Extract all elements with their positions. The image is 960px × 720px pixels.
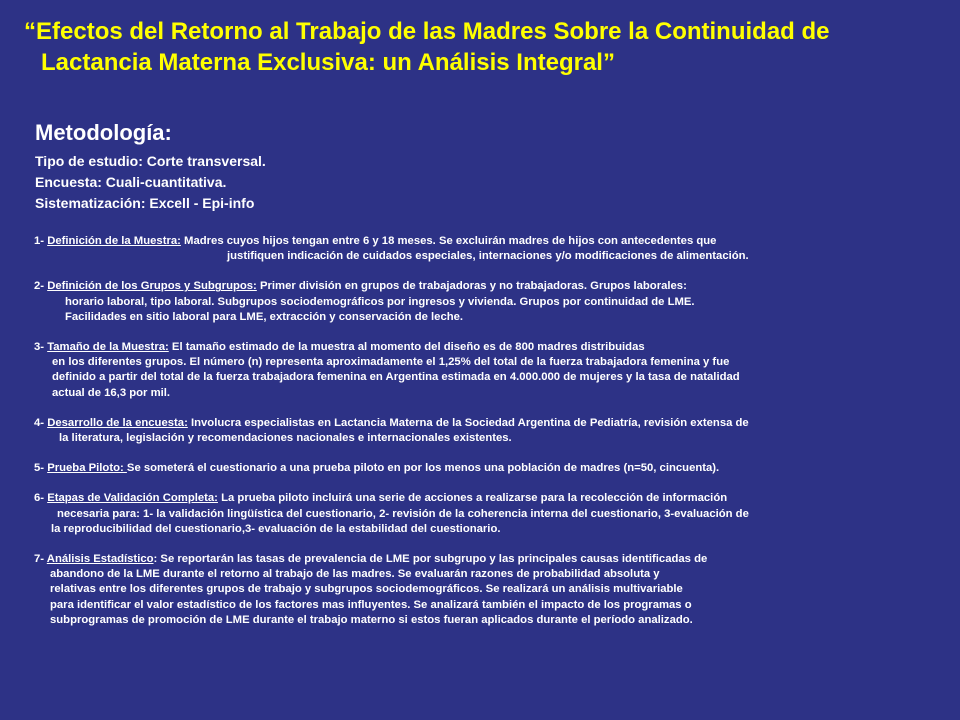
section-heading: Metodología: <box>35 120 172 145</box>
item-label: Tamaño de la Muestra: <box>47 341 169 354</box>
title-line-2: Lactancia Materna Exclusiva: un Análisis Integral” <box>41 49 615 76</box>
item-line: horario laboral, tipo laboral. Subgrupos sociodemográficos por ingresos y vivienda. Grupos por continuidad de LME. <box>65 295 695 308</box>
list-item-5 <box>34 461 934 476</box>
item-number: 2- <box>34 280 45 293</box>
list-item-4 <box>34 416 934 446</box>
item-number: 3- <box>34 341 45 354</box>
item-number: 7- <box>34 553 45 566</box>
study-meta <box>35 151 266 214</box>
methodology-list <box>34 234 934 643</box>
item-label: Definición de la Muestra: <box>47 235 181 247</box>
item-line: la reproducibilidad del cuestionario,3- evaluación de la estabilidad del cuestionario. <box>51 522 501 535</box>
item-text: Se someterá el cuestionario a una prueba piloto en por los menos una población de madres (n=50, cincuenta). <box>126 462 720 475</box>
item-line: definido a partir del total de la fuerza trabajadora femenina en Argentina estimada en 4.000.000 de mujeres y la tasa de natalidad <box>52 371 740 384</box>
item-label: Prueba Piloto: <box>47 462 127 475</box>
study-type: Tipo de estudio: Corte transversal. <box>35 153 266 169</box>
item-line: necesaria para: 1- la validación lingüística del cuestionario, 2- revisión de la coherencia interna del cuestionario, 3-evaluación de <box>57 507 749 520</box>
item-text: Madres cuyos hijos tengan entre 6 y 18 meses. Se excluirán madres de hijos con antecedentes que <box>180 235 717 247</box>
list-item-3 <box>34 340 934 401</box>
item-text: Primer división en grupos de trabajadoras y no trabajadoras. Grupos laborales: <box>256 280 687 293</box>
title-line-1: “Efectos del Retorno al Trabajo de las Madres Sobre la Continuidad de <box>24 18 830 45</box>
item-line: abandono de la LME durante el retorno al trabajo de las madres. Se evaluarán razones de probabilidad absoluta y <box>50 568 660 581</box>
item-line: Facilidades en sitio laboral para LME, extracción y conservación de leche. <box>65 310 464 323</box>
list-item-2 <box>34 279 934 325</box>
item-number: 1- <box>34 235 45 247</box>
survey-type: Encuesta: Cuali-cuantitativa. <box>35 174 227 190</box>
item-label: Definición de los Grupos y Subgrupos: <box>47 280 257 293</box>
item-label: Análisis Estadístico <box>46 553 154 566</box>
item-label: Desarrollo de la encuesta: <box>47 416 188 429</box>
item-text: : Se reportarán las tasas de prevalencia de LME por subgrupo y las principales causas identificadas de <box>153 553 708 566</box>
list-item-7 <box>34 552 934 628</box>
systematization: Sistematización: Excell - Epi-info <box>35 195 255 211</box>
item-line: subprogramas de promoción de LME durante el trabajo materno si estos fueran aplicados durante el período analizado. <box>50 613 693 626</box>
item-line: para identificar el valor estadístico de los factores mas influyentes. Se analizará también el impacto de los programas o <box>50 598 692 611</box>
item-number: 6- <box>34 492 45 505</box>
item-line: justifiquen indicación de cuidados especiales, internaciones y/o modificaciones de alimentación. <box>227 250 749 263</box>
item-label: Etapas de Validación Completa: <box>47 492 218 505</box>
item-text: El tamaño estimado de la muestra al momento del diseño es de 800 madres distribuidas <box>168 341 645 354</box>
item-text: Involucra especialistas en Lactancia Materna de la Sociedad Argentina de Pediatría, revisión extensa de <box>187 416 749 429</box>
item-line: actual de 16,3 por mil. <box>52 386 171 399</box>
item-line: la literatura, legislación y recomendaciones nacionales e internacionales existentes. <box>59 432 512 445</box>
slide-title <box>24 16 936 78</box>
item-line: en los diferentes grupos. El número (n) representa aproximadamente el 1,25% del total de la fuerza trabajadora femenina y fue <box>52 356 730 369</box>
item-number: 4- <box>34 416 45 429</box>
item-number: 5- <box>34 462 45 475</box>
list-item-6 <box>34 491 934 537</box>
list-item-1 <box>34 234 934 264</box>
item-line: relativas entre los diferentes grupos de trabajo y subgrupos sociodemográficos. Se realizará un análisis multivariable <box>50 583 683 596</box>
item-text: La prueba piloto incluirá una serie de acciones a realizarse para la recolección de información <box>217 492 728 505</box>
